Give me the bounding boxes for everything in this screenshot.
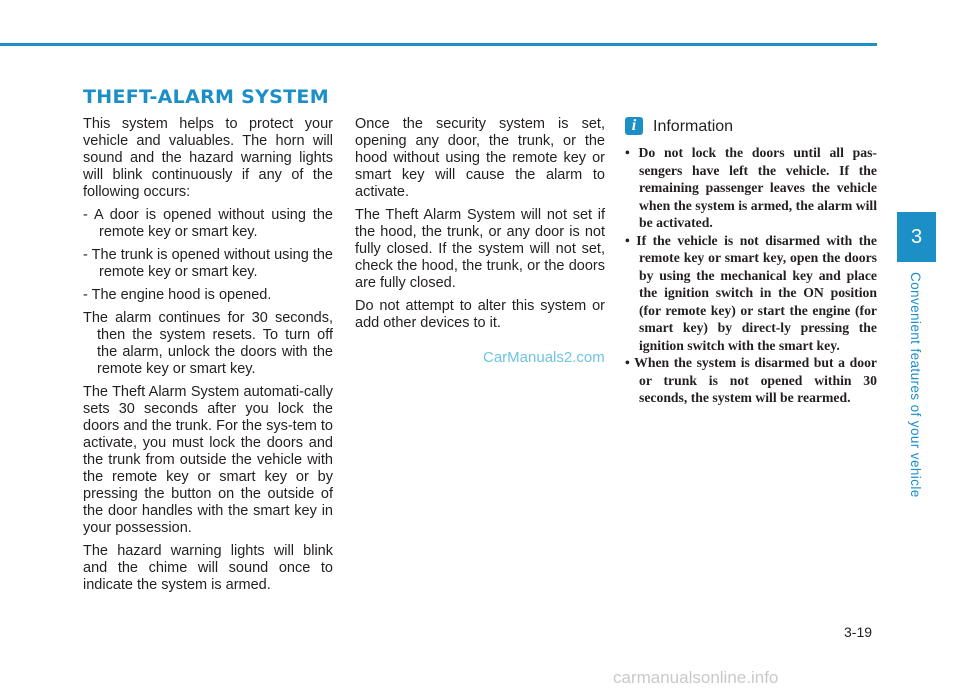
not-set-paragraph: The Theft Alarm System will not set if the hood, the trunk, or any door is not fully closed. If the system will not set, check the hood, the trunk, or the doors are fully closed. <box>355 207 605 291</box>
auto-set-paragraph: The Theft Alarm System automati-cally sets 30 seconds after you lock the doors and the trunk. For the sys-tem to activate, you must lock the doors and the trunk from outside the vehicle with the remote key or smart key or by pressing the button on the outside of the door handles with the smart key in your possession. <box>83 384 333 536</box>
info-icon: i <box>625 117 643 135</box>
information-item: • If the vehicle is not disarmed with the remote key or smart key, open the doors by using the mechanical key and place the ignition switch in the ON position (for remote key) or start the engine (for smart key) by direct-ly pressing the ignition switch with the smart key. <box>625 232 877 353</box>
page-number: 3-19 <box>844 624 873 640</box>
trigger-item-door: - A door is opened without using the remote key or smart key. <box>83 207 333 240</box>
information-box <box>625 116 877 407</box>
chapter-tab: 3 <box>897 212 936 262</box>
alarm-activation-paragraph: Once the security system is set, opening any door, the trunk, or the hood without using the remote key or smart key will cause the alarm to activate. <box>355 116 605 200</box>
information-header <box>625 116 877 136</box>
do-not-alter-paragraph: Do not attempt to alter this system or add other devices to it. <box>355 298 605 331</box>
information-list <box>625 144 877 407</box>
trigger-item-hood: - The engine hood is opened. <box>83 287 272 303</box>
information-item: • Do not lock the doors until all pas-sengers have left the vehicle. If the remaining passenger leaves the vehicle when the system is armed, the alarm will be activated. <box>625 145 877 230</box>
watermark-text: CarManuals2.com <box>483 349 605 366</box>
header-rule <box>0 43 877 46</box>
alarm-duration-paragraph: The alarm continues for 30 seconds, then the system resets. To turn off the alarm, unlock the doors with the remote key or smart key. <box>83 310 333 377</box>
body-column-1 <box>83 116 333 600</box>
armed-indication-paragraph: The hazard warning lights will blink and the chime will sound once to indicate the system is armed. <box>83 543 333 593</box>
intro-paragraph: This system helps to protect your vehicle and valuables. The horn will sound and the hazard warning lights will blink continuously if any of the following occurs: <box>83 116 333 200</box>
section-title: THEFT-ALARM SYSTEM <box>83 86 329 108</box>
information-title: Information <box>653 117 734 135</box>
trigger-item-trunk: - The trunk is opened without using the remote key or smart key. <box>83 247 333 280</box>
chapter-title: Convenient features of your vehicle <box>908 272 923 498</box>
body-column-2 <box>355 116 605 338</box>
information-item: • When the system is disarmed but a door or trunk is not opened within 30 seconds, the system will be rearmed. <box>625 355 877 405</box>
footer-watermark: carmanualsonline.info <box>613 668 779 687</box>
